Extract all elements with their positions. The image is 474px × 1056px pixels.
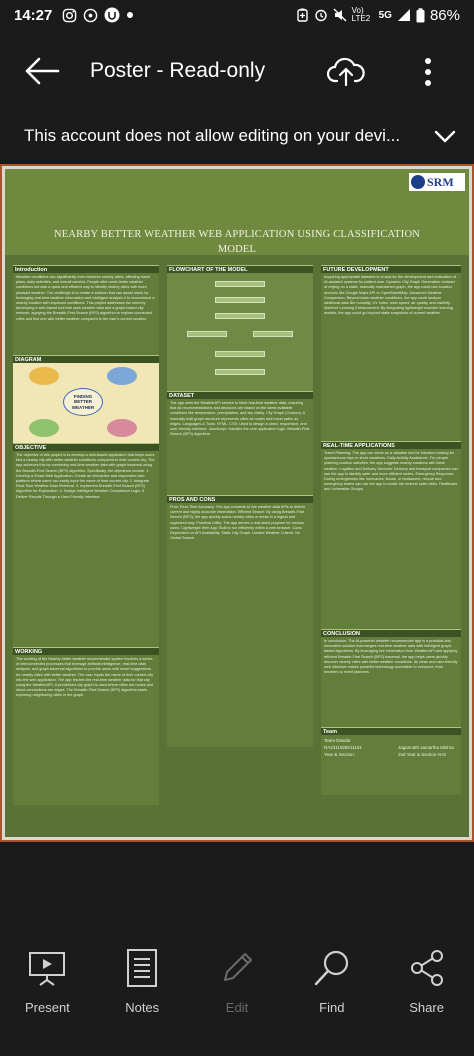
poster-column-right — [321, 265, 461, 795]
poster-title — [15, 227, 459, 257]
app-bar — [0, 30, 474, 112]
find-label: Find — [319, 1000, 345, 1015]
flowchart-node — [215, 351, 265, 357]
conclusion-heading: CONCLUSION — [321, 629, 461, 637]
present-icon — [25, 946, 69, 990]
network-label: Vo) LTE2 — [351, 6, 371, 23]
team-body — [321, 735, 461, 795]
applications-body — [321, 449, 461, 629]
dataset-body — [167, 399, 313, 495]
flowchart-node — [187, 331, 227, 337]
dot-icon — [126, 11, 134, 19]
team-year-value: 2nd Year & Section AH2 — [398, 752, 447, 757]
back-button[interactable] — [12, 41, 72, 101]
notes-button[interactable] — [95, 928, 190, 1056]
find-icon — [310, 946, 354, 990]
diagram-center-line: BETTER — [73, 399, 92, 405]
pros-cons-heading: PROS AND CONS — [167, 495, 313, 503]
future-body — [321, 273, 461, 441]
edit-label: Edit — [225, 1000, 249, 1015]
diagram-bubble — [107, 419, 137, 437]
dataset-heading: DATASET — [167, 391, 313, 399]
battery-percent: 86% — [429, 6, 460, 24]
poster-header — [5, 169, 469, 255]
diagram-bubble — [29, 367, 59, 385]
team-year-label: Year & Section: — [324, 752, 355, 757]
diagram-image — [13, 363, 159, 443]
team-year-row — [324, 751, 458, 758]
notes-icon — [120, 946, 164, 990]
flowchart-heading: FLOWCHART OF THE MODEL — [167, 265, 313, 273]
introduction-heading: Introduction — [13, 265, 159, 273]
team-reg-no: RA2311026011101 — [324, 745, 362, 750]
diagram-center-line: FINDING — [73, 393, 93, 399]
pros-cons-body — [167, 503, 313, 747]
signal-icon — [397, 8, 411, 22]
poster-column-left — [13, 265, 159, 805]
working-text: The working of the Nearby better weather recommender system involves a series of interconnected processes that leverage artificial intelligence, real-time data analysis, and graph traversal algorithms to provide users with smart suggestions for nearby cities with better weather. The user inputs the name of their current city into the web application. The app fetches the real-time weather data for that city using the WeatherAPI. A predefined city graph is used where cities are nodes and direct connections are edges. The Breadth-First Search (BFS) algorithm starts exploring neighboring cities in the graph. — [16, 657, 154, 698]
share-label: Share — [409, 1000, 444, 1015]
flowchart-node — [215, 281, 265, 287]
diagram-bubble — [29, 419, 59, 437]
diagram-bubble — [107, 367, 137, 385]
readonly-notice[interactable] — [0, 112, 474, 160]
more-options-button[interactable] — [408, 44, 448, 100]
status-bar — [0, 0, 474, 30]
team-member-name: Jagannath samartha Mishra — [398, 745, 454, 750]
document-title: Poster - Read-only — [90, 59, 266, 82]
working-heading: WORKING — [13, 647, 159, 655]
objective-heading: OBJECTIVE — [13, 443, 159, 451]
team-member-row — [324, 744, 458, 751]
poster-canvas — [5, 169, 469, 837]
flowchart-node — [253, 331, 293, 337]
applications-heading: REAL-TIME APPLICATIONS — [321, 441, 461, 449]
team-details-label — [324, 737, 458, 744]
srm-logo-text: SRM — [427, 174, 454, 189]
instagram-icon — [62, 8, 77, 23]
location-icon — [83, 8, 98, 23]
poster-slide[interactable] — [0, 164, 474, 842]
poster-title-line2: MODEL — [217, 244, 257, 255]
conclusion-text: In conclusion, The Ai-powered weather recommender app is a practical and innovative solution that merges real-time weather data with intelligent graph-based algorithms. By leveraging live information from WeatherAPI and applying efficient Breadth-First Search (BFS) traversal, the app helps users quickly discover nearby cities with better weather conditions. Its clean and user-friendly web interface makes powerful technology accessible to everyone, from travelers to event planners. — [324, 639, 458, 675]
introduction-text: Weather conditions can significantly even between nearby cities, affecting travel plans, daily activities, and overall comfort. People often seek better weather conditions but lack a quick and efficient way to identify nearby cities with more pleasant weather. The challenge is to create a solution that can assist users by leveraging real-time weather information and intelligent analysis it to recommend a nearby location with improved conditions. This project addresses the need by developing a web-based tool that uses weather data and a graph-based city network, applying the Breadth-First Search (BFS) algorithm to explore connected cities and find one with better weather compared to the user's current location. — [16, 275, 155, 321]
objective-body — [13, 451, 159, 647]
flowchart-node — [215, 313, 265, 319]
status-time: 14:27 — [14, 6, 53, 24]
poster-column-center — [167, 265, 313, 747]
battery-icon — [416, 8, 425, 23]
share-icon — [405, 946, 449, 990]
present-button[interactable] — [0, 928, 95, 1056]
notes-label: Notes — [125, 1000, 160, 1015]
future-heading: FUTURE DEVELOPMENT — [321, 265, 461, 273]
diagram-center-line: WEATHER — [71, 404, 95, 410]
introduction-body — [13, 273, 159, 355]
flowchart-node — [215, 297, 265, 303]
notice-text: This account does not allow editing on your devi... — [24, 126, 401, 145]
more-vertical-icon — [424, 57, 432, 87]
share-button[interactable] — [379, 928, 474, 1056]
diagram-heading: DIAGRAM — [13, 355, 159, 363]
mute-icon — [333, 8, 347, 22]
find-button[interactable] — [284, 928, 379, 1056]
applications-text: Travel Planning: The app can serve as a valuable tool for travelers looking for spontaneous trips or short vacations. Daily Activity Assistance: For people planning outdoor activities, the app suggests nearby locations with ideal weather. Logistics and Delivery Services: Delivery and transport companies can use the app to identify safer and more efficient routes. Emergency Response: During emergencies like hurricanes, floods, or heatwaves, rescue and emergency teams can use the app to locate the nearest safer cities. Healthcare and Vulnerable Groups. — [324, 451, 458, 492]
upload-button[interactable] — [318, 44, 374, 100]
poster-title-line1: NEARBY BETTER WEATHER WEB APPLICATION USING CLASSIFICATION — [53, 229, 421, 240]
future-text: Acquiring appropriate datasets is crucial for the development and evaluation of AI-assisted systems for patient care. Dynamic City Graph Generation: Instead of relying on a static, manually maintained graph, the app could use location services like Google Maps API or OpenStreetMap. Advanced Weather Comparison: Beyond basic weather conditions, the app could analyze additional data like humidity, UV index, wind speed, air quality, and visibility. Machine Learning Enhancement: By integrating lightweight machine learning models, the app could go beyond static snapshots of current weather. — [324, 275, 456, 316]
conclusion-body — [321, 637, 461, 727]
university-seal-icon — [411, 175, 425, 189]
pros-cons-text: Pros: Real-Time Accuracy: The app connects to live weather data APIs to deliver current and highly accurate information. Efficient Search: By using Breadth-First Search (BFS), the app quickly scans nearby cities or areas in a logical and organized way. Practical Utility: The app serves a real-world purpose for various users. Lightweight Web App: Built to run efficiently within a web browser. Cons: Dependent on API Availability. Static City Graph. Limited Weather Criteria. No Global Search. — [170, 505, 306, 541]
arrow-left-icon — [24, 57, 60, 85]
team-details-text: Team Details: — [324, 738, 352, 743]
signal-label: 5G — [378, 9, 392, 21]
chevron-down-icon[interactable] — [430, 122, 460, 152]
bottom-toolbar — [0, 928, 474, 1056]
flowchart-image — [167, 273, 313, 391]
battery-saver-icon — [296, 8, 309, 22]
working-body — [13, 655, 159, 805]
present-label: Present — [24, 1000, 70, 1015]
srm-logo — [409, 173, 465, 191]
app-notification-icon — [104, 7, 120, 23]
edit-button[interactable] — [190, 928, 285, 1056]
dataset-text: The app uses the WeatherAPI service to fetch real-time weather data, ensuring that all recommendations and decisions are based on the latest available conditions like temperature, precipitation, and sky clarity. City Graph (Custom): A manually built graph structure represents cities as nodes and travel paths as edges. Languages & Tools: HTML, CSS: Used to design a clean, responsive, and user-friendly interface. JavaScript: Handles the core application logic. Breadth-First Search (BFS) Algorithm. — [170, 401, 310, 437]
flowchart-node — [215, 369, 265, 375]
team-heading: Team — [321, 727, 461, 735]
objective-text: The objective of this project is to develop a web-based application that helps users find a nearby city with better weather conditions compared to their current city. The app achieves this by combining real-time weather data with graph traversal using the Breadth-First Search (BFS) algorithm. Specifically, the objectives include: 1. Develop a Smart Web Application: Create an interactive and responsive web platform where users can easily input the name of their current city. 2. Integrate Real-Time Weather Data Retrieval. 3. Implement Breadth-First Search (BFS) Algorithm for Exploration. 4. Design Intelligent Weather Comparison Logic. 5. Deliver Results Through a User-Friendly Interface. — [16, 453, 155, 499]
cloud-upload-icon — [327, 57, 365, 87]
diagram-center-label — [63, 388, 103, 416]
alarm-icon — [314, 8, 328, 22]
edit-icon — [215, 946, 259, 990]
